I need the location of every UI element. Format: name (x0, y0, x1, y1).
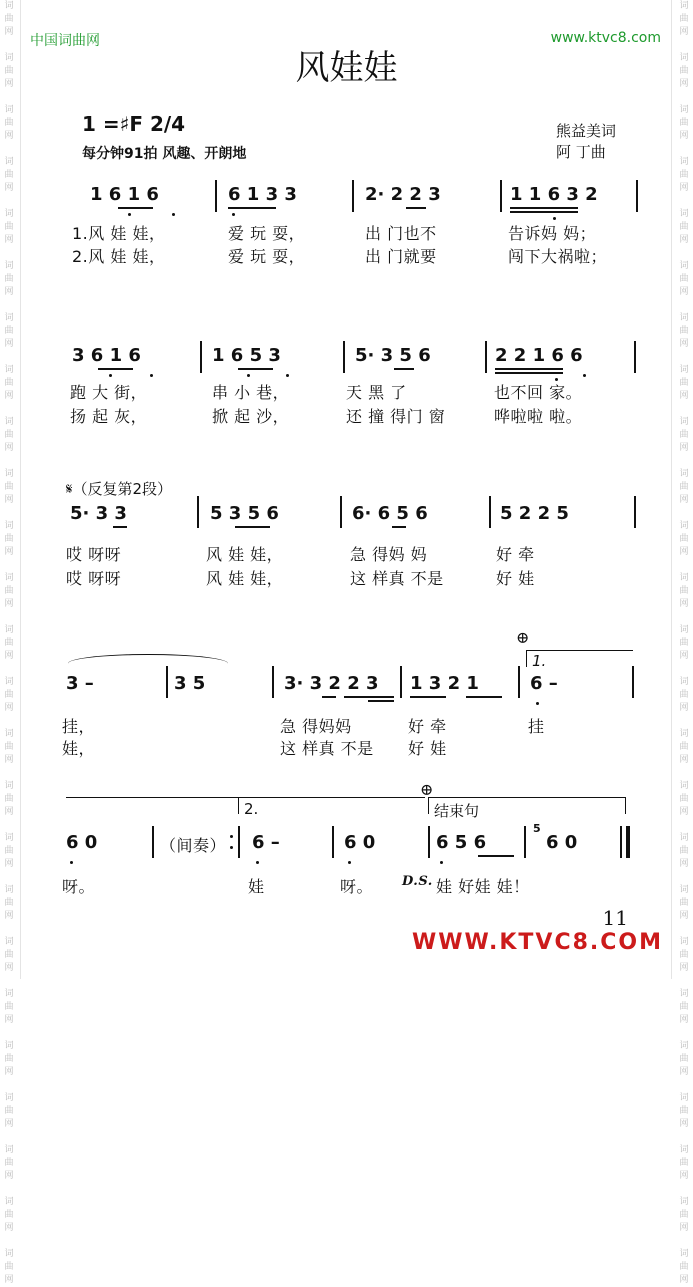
lyricist-credit: 熊益美词 (556, 122, 617, 140)
low-octave-dot (286, 374, 289, 377)
barline (197, 496, 199, 528)
beam (238, 368, 273, 370)
repeat-end-sign (230, 826, 240, 858)
lyric-line: 好 娃 (408, 739, 447, 758)
key-signature: 1 =♯F 2/4 (82, 112, 186, 136)
barline (636, 180, 638, 212)
measure-notes: 3 6 1 6 (72, 345, 141, 366)
low-octave-dot (128, 213, 131, 216)
barline (340, 496, 342, 528)
measure-notes: 6 5 6 (436, 832, 487, 853)
low-octave-dot (536, 702, 539, 705)
final-barline (626, 826, 630, 858)
lyric-line: 跑 大 街， (70, 383, 148, 402)
measure-notes: 6 0 (546, 832, 578, 853)
measure-notes: 2 2 1 6 6 (495, 345, 583, 366)
measure-notes: 3 – (66, 673, 94, 694)
barline (500, 180, 502, 212)
low-octave-dot (256, 861, 259, 864)
volta-1-label: 1. (532, 652, 547, 670)
dal-segno-marking: D.S. (402, 874, 433, 889)
beam (410, 696, 446, 698)
measure-notes: 1 1 6 3 2 (510, 184, 598, 205)
site-name-left[interactable]: 中国词曲网 (30, 33, 100, 49)
measure-notes: 6 0 (66, 832, 98, 853)
measure-notes: 1 6 1 6 (90, 184, 159, 205)
lyric-line: 还 撞 得门 窗 (346, 407, 446, 426)
site-logo[interactable]: WWW.KTVC8.COM (412, 930, 663, 955)
barline (343, 341, 345, 373)
lyric-line: 好 牵 (496, 545, 535, 564)
barline (215, 180, 217, 212)
barline (634, 341, 636, 373)
lyric-line: 爱 玩 耍， (228, 224, 306, 243)
beam (510, 211, 578, 213)
measure-notes: 1 3 2 1 (410, 673, 479, 694)
measure-notes: 3· 3 2 2 3 (284, 673, 379, 694)
measure-notes: 5 3 5 6 (210, 503, 279, 524)
measure-notes: 5· 3 3 (70, 503, 127, 524)
beam (495, 372, 563, 374)
lyric-line: 闯下大祸啦； (508, 247, 608, 266)
low-octave-dot (70, 861, 73, 864)
low-octave-dot (440, 861, 443, 864)
measure-notes: 1 6 5 3 (212, 345, 281, 366)
lyric-line: 出 门就要 (365, 247, 437, 266)
measure-notes: 5 2 2 5 (500, 503, 569, 524)
coda-icon: ⊕ (516, 628, 530, 647)
measure-notes: 6 0 (344, 832, 376, 853)
beam (368, 700, 394, 702)
beam (118, 207, 153, 209)
barline (634, 496, 636, 528)
coda-icon: ⊕ (420, 780, 434, 799)
lyric-line: 这 样真 不是 (350, 569, 444, 588)
lyric-line: 2.风 娃 娃， (72, 247, 166, 266)
lyric-line: 扬 起 灰， (70, 407, 148, 426)
beam (322, 696, 336, 698)
repeat-dot (230, 846, 233, 849)
lyric-line: 娃 (248, 877, 265, 896)
lyric-line: 急 得妈妈 (280, 717, 352, 736)
barline (352, 180, 354, 212)
lyric-line: 哗啦啦 啦。 (494, 407, 583, 426)
low-octave-dot (348, 861, 351, 864)
lyric-line: 娃， (62, 739, 96, 758)
beam (478, 855, 514, 857)
measure-notes: 6 – (252, 832, 280, 853)
lyric-line: 爱 玩 耍， (228, 247, 306, 266)
barline (489, 496, 491, 528)
lyric-line: 这 样真 不是 (280, 739, 374, 758)
lyric-line: 急 得妈 妈 (350, 545, 428, 564)
lyric-line: 掀 起 沙， (212, 407, 290, 426)
barline (166, 666, 168, 698)
song-title: 风娃娃 (295, 48, 398, 88)
lyric-line: 也不回 家。 (494, 383, 583, 402)
coda-ending-label: 结束句 (434, 802, 480, 820)
lyric-line: 哎 呀呀 (66, 545, 122, 564)
beam (98, 368, 133, 370)
beam (510, 207, 578, 209)
barline (620, 826, 622, 858)
beam (344, 696, 394, 698)
lyric-line: 串 小 巷， (212, 383, 290, 402)
lyric-line: 挂 (528, 717, 545, 736)
low-octave-dot (109, 374, 112, 377)
measure-notes: 6 1 3 3 (228, 184, 297, 205)
left-watermark: 词 曲 网 词 曲 网 词 曲 网 词 曲 网 词 曲 网 词 曲 网 词 曲 网 词 曲 网 词 曲 网 词 曲 网 词 曲 网 词 曲 网 词 曲 网 词 曲 网 词 曲 网 词 曲 网 词 曲 网 词 曲 网 词 曲 网 词 曲 网 词 曲 网 词 曲 网 词 曲 网 词 曲 网 词 曲 网 (4, 1, 14, 1285)
lyric-line: 风 娃 娃， (206, 569, 284, 588)
measure-notes: 6· 6 5 6 (352, 503, 428, 524)
low-octave-dot (553, 217, 556, 220)
low-octave-dot (232, 213, 235, 216)
barline (332, 826, 334, 858)
lyric-line: 哎 呀呀 (66, 569, 122, 588)
interlude-marking: （间奏） (160, 836, 227, 855)
lyric-line: 好 娃 (496, 569, 535, 588)
tie-arc (68, 654, 228, 673)
lyric-line: 天 黑 了 (346, 383, 407, 402)
beam (235, 526, 270, 528)
right-watermark: 词 曲 网 词 曲 网 词 曲 网 词 曲 网 词 曲 网 词 曲 网 词 曲 网 词 曲 网 词 曲 网 词 曲 网 词 曲 网 词 曲 网 词 曲 网 词 曲 网 词 曲 网 词 曲 网 词 曲 网 词 曲 网 词 曲 网 词 曲 网 词 曲 网 词 曲 网 词 曲 网 词 曲 网 词 曲 网 (679, 1, 689, 1285)
composer-credit: 阿 丁曲 (556, 143, 606, 161)
beam (392, 526, 406, 528)
barline (518, 666, 520, 698)
lyric-line: 呀。 (62, 877, 96, 896)
measure-notes: 3 5 (174, 673, 206, 694)
lyric-line: 1.风 娃 娃， (72, 224, 166, 243)
lyric-line: 娃 好娃 娃！ (436, 877, 530, 896)
low-octave-dot (247, 374, 250, 377)
barline (152, 826, 154, 858)
tie-continuation (66, 797, 238, 799)
beam (495, 368, 563, 370)
lyric-line: 风 娃 娃， (206, 545, 284, 564)
barline (524, 826, 526, 858)
repeat-dot (230, 835, 233, 838)
volta-bracket-2 (238, 797, 425, 814)
beam (406, 207, 426, 209)
lyric-line: 呀。 (340, 877, 374, 896)
barline (400, 666, 402, 698)
measure-notes: 5· 3 5 6 (355, 345, 431, 366)
beam (394, 368, 414, 370)
tempo-marking: 每分钟91拍 风趣、开朗地 (82, 146, 247, 162)
site-url-right[interactable]: www.ktvc8.com (550, 30, 661, 46)
grace-note: 5 (533, 822, 541, 835)
page-number: 11 (602, 906, 628, 930)
beam (228, 207, 276, 209)
volta-2-label: 2. (244, 800, 259, 818)
lyric-line: 挂， (62, 717, 96, 736)
barline (485, 341, 487, 373)
lyric-line: 告诉妈 妈； (508, 224, 597, 243)
barline (632, 666, 634, 698)
lyric-line: 好 牵 (408, 717, 447, 736)
barline (200, 341, 202, 373)
measure-notes: 2· 2 2 3 (365, 184, 441, 205)
barline (272, 666, 274, 698)
beam (466, 696, 502, 698)
measure-notes: 6 – (530, 673, 558, 694)
beam (113, 526, 127, 528)
segno-repeat-marker: 𝄋（反复第2段） (66, 480, 172, 498)
barline (428, 826, 430, 858)
low-octave-dot (583, 374, 586, 377)
lyric-line: 出 门也不 (365, 224, 437, 243)
low-octave-dot (150, 374, 153, 377)
low-octave-dot (172, 213, 175, 216)
